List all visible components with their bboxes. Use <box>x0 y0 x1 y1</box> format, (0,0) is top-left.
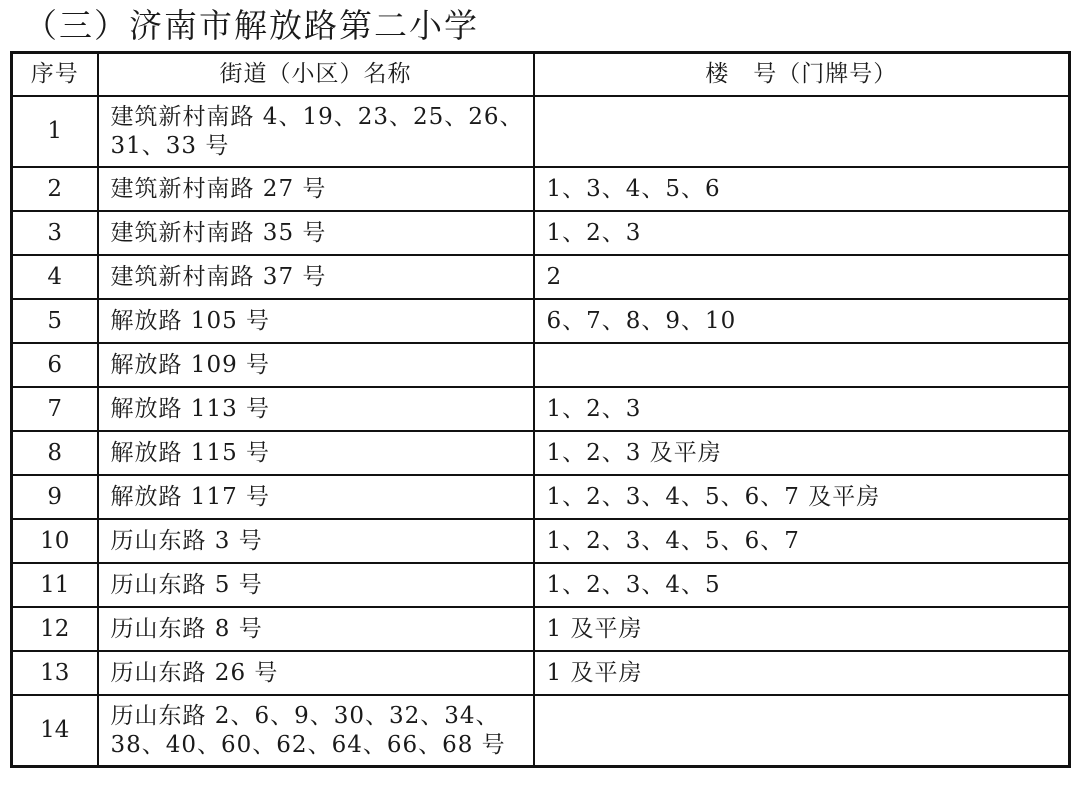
street-name-cell: 建筑新村南路 27 号 <box>98 167 534 211</box>
row-number: 13 <box>12 651 98 695</box>
street-name-cell: 历山东路 5 号 <box>98 563 534 607</box>
table-row <box>12 167 1070 211</box>
row-number: 11 <box>12 563 98 607</box>
row-number: 4 <box>12 255 98 299</box>
building-number-cell: 1、2、3 及平房 <box>534 431 1070 475</box>
building-number-cell: 1、2、3、4、5、6、7 及平房 <box>534 475 1070 519</box>
column-header-building: 楼 号（门牌号） <box>534 53 1070 97</box>
table-row <box>12 695 1070 767</box>
building-number-cell: 1、2、3、4、5、6、7 <box>534 519 1070 563</box>
page-title: （三）济南市解放路第二小学 <box>24 6 479 45</box>
table-row <box>12 519 1070 563</box>
building-number-cell <box>534 695 1070 767</box>
table-row <box>12 299 1070 343</box>
row-number: 2 <box>12 167 98 211</box>
row-number: 12 <box>12 607 98 651</box>
street-name-cell: 解放路 113 号 <box>98 387 534 431</box>
row-number: 9 <box>12 475 98 519</box>
row-number: 6 <box>12 343 98 387</box>
row-number: 14 <box>12 695 98 767</box>
table-row <box>12 431 1070 475</box>
street-name-cell: 建筑新村南路 35 号 <box>98 211 534 255</box>
building-number-cell <box>534 343 1070 387</box>
building-number-cell: 2 <box>534 255 1070 299</box>
street-name-cell: 历山东路 3 号 <box>98 519 534 563</box>
table-row <box>12 211 1070 255</box>
building-number-cell: 1、3、4、5、6 <box>534 167 1070 211</box>
row-number: 8 <box>12 431 98 475</box>
table-row <box>12 343 1070 387</box>
street-name-cell: 历山东路 2、6、9、30、32、34、 38、40、60、62、64、66、68 号 <box>98 695 534 767</box>
table-row <box>12 475 1070 519</box>
column-header-number: 序号 <box>12 53 98 97</box>
street-name-cell: 解放路 109 号 <box>98 343 534 387</box>
street-name-cell: 解放路 115 号 <box>98 431 534 475</box>
building-number-cell <box>534 96 1070 167</box>
row-number: 7 <box>12 387 98 431</box>
table-row <box>12 563 1070 607</box>
table-row <box>12 387 1070 431</box>
table-row <box>12 651 1070 695</box>
street-name-cell: 建筑新村南路 37 号 <box>98 255 534 299</box>
street-name-cell: 建筑新村南路 4、19、23、25、26、 31、33 号 <box>98 96 534 167</box>
building-number-cell: 1、2、3 <box>534 211 1070 255</box>
street-name-cell: 历山东路 26 号 <box>98 651 534 695</box>
building-number-cell: 1 及平房 <box>534 651 1070 695</box>
address-table <box>10 51 1071 768</box>
building-number-cell: 1 及平房 <box>534 607 1070 651</box>
table-row <box>12 96 1070 167</box>
street-name-cell: 解放路 105 号 <box>98 299 534 343</box>
building-number-cell: 1、2、3 <box>534 387 1070 431</box>
building-number-cell: 6、7、8、9、10 <box>534 299 1070 343</box>
row-number: 1 <box>12 96 98 167</box>
row-number: 10 <box>12 519 98 563</box>
row-number: 3 <box>12 211 98 255</box>
street-name-cell: 解放路 117 号 <box>98 475 534 519</box>
row-number: 5 <box>12 299 98 343</box>
building-number-cell: 1、2、3、4、5 <box>534 563 1070 607</box>
column-header-street: 街道（小区）名称 <box>98 53 534 97</box>
table-header-row <box>12 53 1070 97</box>
street-name-cell: 历山东路 8 号 <box>98 607 534 651</box>
table-row <box>12 607 1070 651</box>
table-row <box>12 255 1070 299</box>
